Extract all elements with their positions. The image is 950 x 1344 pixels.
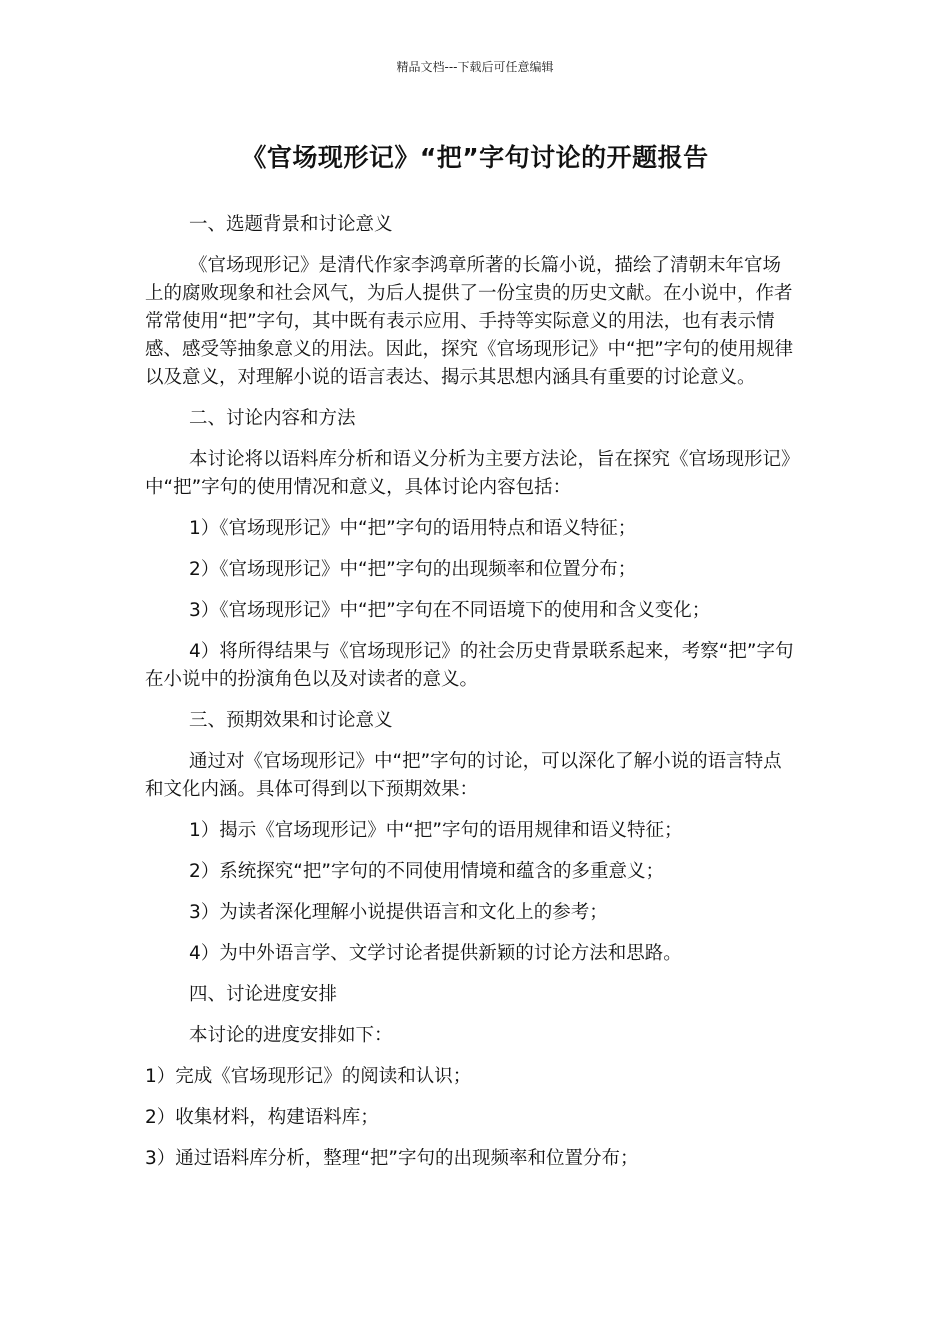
list-item: 4）将所得结果与《官场现形记》的社会历史背景联系起来，考察“把”字句在小说中的扮演角色以及对读者的意义。 (145, 641, 794, 690)
list-item: 3）《官场现形记》中“把”字句在不同语境下的使用和含义变化； (189, 600, 711, 621)
list-item: 2）《官场现形记》中“把”字句的出现频率和位置分布； (189, 559, 637, 580)
list-item: 4）为中外语言学、文学讨论者提供新颖的讨论方法和思路。 (189, 943, 682, 964)
paragraph-background: 《官场现形记》是清代作家李鸿章所著的长篇小说，描绘了清朝末年官场上的腐败现象和社会风气，为后人提供了一份宝贵的历史文献。在小说中，作者常常使用“把”字句，其中既有表示应用、手持等实际意义的用法，也有表示情感、感受等抽象意义的用法。因此，探究《官场现形记》中“把”字句的使用规律以及意义，对理解小说的语言表达、揭示其思想内涵具有重要的讨论意义。 (145, 255, 794, 388)
section-heading-4: 四、讨论进度安排 (189, 984, 338, 1005)
section-heading-2: 二、讨论内容和方法 (189, 408, 356, 429)
list-item: 3）通过语料库分析，整理“把”字句的出现频率和位置分布； (145, 1148, 639, 1169)
list-item: 1）揭示《官场现形记》中“把”字句的语用规律和语义特征； (189, 820, 683, 841)
page-header: 精品文档---下载后可任意编辑 (396, 60, 554, 74)
list-item: 2）收集材料，构建语料库； (145, 1107, 379, 1128)
list-item: 2）系统探究“把”字句的不同使用情境和蕴含的多重意义； (189, 861, 664, 882)
paragraph-expected: 通过对《官场现形记》中“把”字句的讨论，可以深化了解小说的语言特点和文化内涵。具体可得到以下预期效果： (145, 751, 782, 800)
document-body (145, 211, 795, 1186)
paragraph-methods: 本讨论将以语料库分析和语义分析为主要方法论，旨在探究《官场现形记》中“把”字句的使用情况和意义，具体讨论内容包括： (145, 449, 791, 498)
section-heading-1: 一、选题背景和讨论意义 (189, 214, 393, 235)
list-item: 1）《官场现形记》中“把”字句的语用特点和语义特征； (189, 518, 637, 539)
list-item: 3）为读者深化理解小说提供语言和文化上的参考； (189, 902, 608, 923)
list-item: 1）完成《官场现形记》的阅读和认识； (145, 1066, 472, 1087)
section-heading-3: 三、预期效果和讨论意义 (189, 710, 393, 731)
paragraph-schedule: 本讨论的进度安排如下： (189, 1025, 393, 1046)
document-title: 《官场现形记》“把”字句讨论的开题报告 (241, 143, 709, 172)
